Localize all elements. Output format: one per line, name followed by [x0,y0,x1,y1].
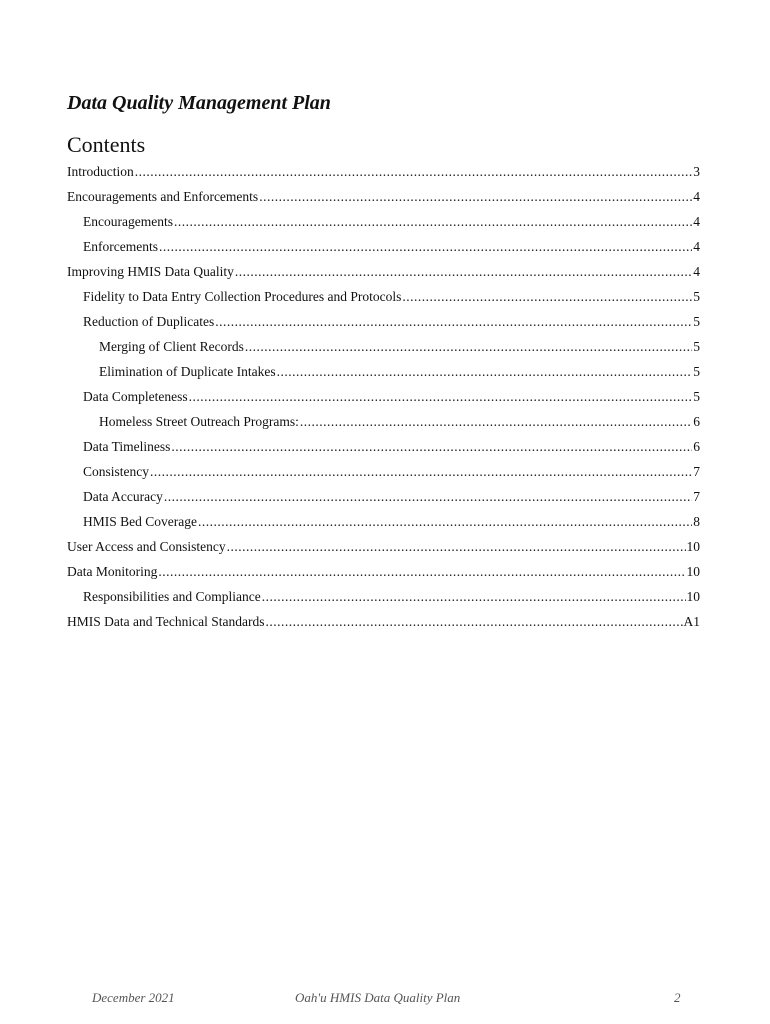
toc-page-number: 5 [693,314,700,329]
contents-heading: Contents [67,132,146,157]
toc-dot-leader [277,359,693,384]
toc-entry-label: Encouragements and Enforcements [67,189,259,204]
toc-dot-leader [158,559,685,584]
toc-dot-leader [266,609,683,634]
toc-dot-leader [215,309,692,334]
toc-dot-leader [198,509,692,534]
toc-page-number: A1 [683,614,700,629]
toc-page-number: 10 [686,539,700,554]
toc-entry-label: Reduction of Duplicates [83,314,215,329]
footer-document-name: Oah'u HMIS Data Quality Plan [295,990,461,1005]
toc-entry[interactable] [67,259,700,284]
toc-entry-label: Fidelity to Data Entry Collection Procedures and Protocols [83,289,402,304]
toc-entry[interactable] [67,209,700,234]
toc-dot-leader [300,409,692,434]
toc-dot-leader [150,459,692,484]
toc-entry-label: Merging of Client Records [99,339,244,354]
toc-entry[interactable] [67,409,700,434]
toc-page-number: 5 [693,389,700,404]
toc-entry[interactable] [67,284,700,309]
toc-dot-leader [245,334,692,359]
toc-entry[interactable] [67,359,700,384]
toc-page-number: 4 [693,264,700,279]
toc-entry[interactable] [67,609,700,634]
toc-dot-leader [189,384,693,409]
toc-entry[interactable] [67,334,700,359]
toc-entry[interactable] [67,159,700,184]
toc-entry[interactable] [67,384,700,409]
toc-entry-label: Elimination of Duplicate Intakes [99,364,276,379]
toc-entry[interactable] [67,534,700,559]
toc-entry-label: HMIS Bed Coverage [83,514,197,529]
toc-entry-label: Data Completeness [83,389,188,404]
toc-entry[interactable] [67,434,700,459]
toc-entry-label: Data Timeliness [83,439,171,454]
toc-entry-label: Data Monitoring [67,564,158,579]
footer-page-number: 2 [674,990,681,1005]
toc-entry-label: Enforcements [83,239,158,254]
toc-dot-leader [262,584,686,609]
toc-entry[interactable] [67,309,700,334]
toc-dot-leader [159,234,692,259]
toc-page-number: 4 [693,214,700,229]
toc-entry-label: HMIS Data and Technical Standards [67,614,265,629]
toc-dot-leader [164,484,692,509]
toc-entry-label: Consistency [83,464,149,479]
footer-date: December 2021 [92,990,175,1005]
toc-dot-leader [402,284,692,309]
toc-entry[interactable] [67,484,700,509]
toc-entry[interactable] [67,584,700,609]
toc-page-number: 5 [693,289,700,304]
toc-page-number: 5 [693,364,700,379]
toc-entry-label: Data Accuracy [83,489,163,504]
toc-page-number: 7 [693,464,700,479]
toc-entry[interactable] [67,234,700,259]
toc-page-number: 4 [693,189,700,204]
toc-page-number: 7 [693,489,700,504]
toc-dot-leader [259,184,692,209]
toc-page-number: 10 [686,564,700,579]
toc-dot-leader [171,434,692,459]
table-of-contents [67,159,700,634]
toc-entry-label: Introduction [67,164,134,179]
toc-dot-leader [174,209,692,234]
document-title: Data Quality Management Plan [67,92,331,114]
toc-page-number: 5 [693,339,700,354]
toc-entry-label: Improving HMIS Data Quality [67,264,234,279]
toc-dot-leader [235,259,692,284]
toc-dot-leader [135,159,693,184]
toc-entry[interactable] [67,184,700,209]
toc-page-number: 10 [686,589,700,604]
toc-entry-label: Homeless Street Outreach Programs: [99,414,299,429]
toc-entry[interactable] [67,459,700,484]
toc-page-number: 6 [693,414,700,429]
toc-entry-label: Encouragements [83,214,173,229]
toc-page-number: 4 [693,239,700,254]
toc-entry[interactable] [67,559,700,584]
toc-page-number: 3 [693,164,700,179]
toc-entry-label: User Access and Consistency [67,539,226,554]
toc-page-number: 6 [693,439,700,454]
toc-entry[interactable] [67,509,700,534]
toc-entry-label: Responsibilities and Compliance [83,589,261,604]
toc-page-number: 8 [693,514,700,529]
toc-dot-leader [227,534,686,559]
